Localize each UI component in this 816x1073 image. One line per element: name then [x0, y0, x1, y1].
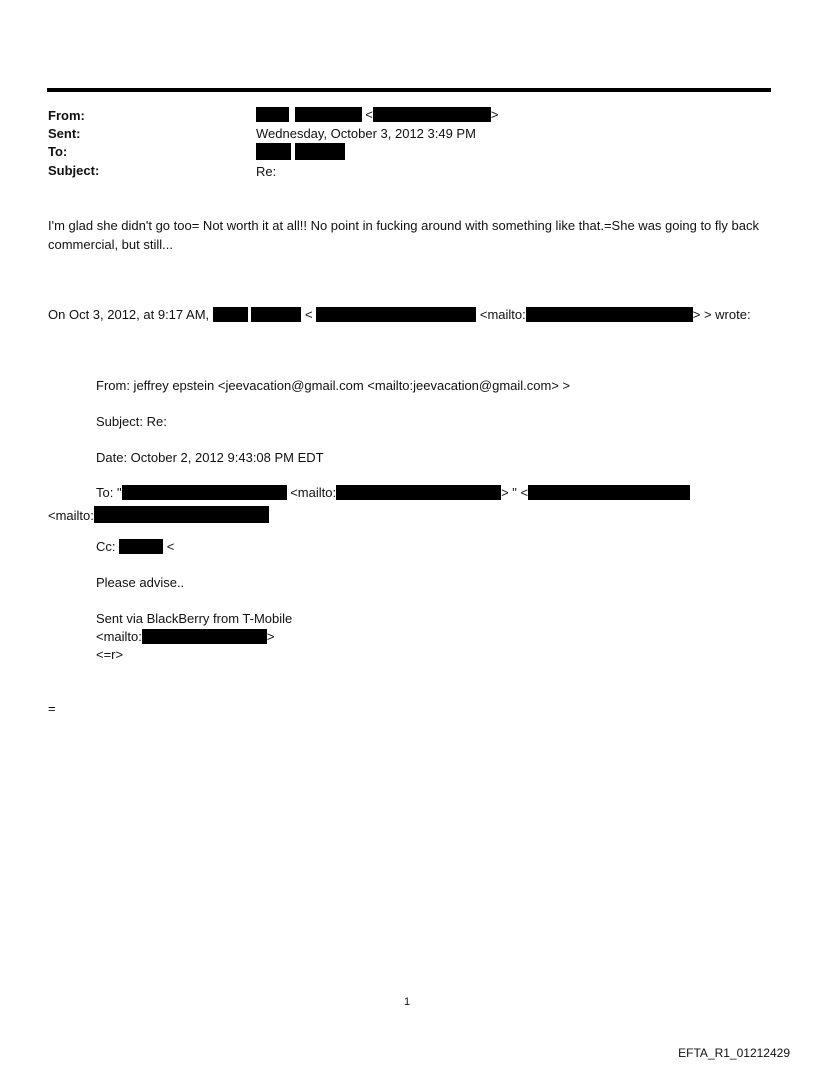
- from-label: From:: [48, 108, 85, 123]
- reply-attribution: [48, 307, 751, 322]
- quoted-to-mid: > " <: [501, 485, 529, 500]
- quoted-sent-via: Sent via BlackBerry from T-Mobile: [96, 611, 293, 626]
- quoted-to-line2-mailto: <mailto:: [48, 508, 94, 523]
- quoted-to: [96, 485, 690, 500]
- header-rule: [47, 88, 771, 92]
- quoted-cc: [96, 539, 174, 554]
- quoted-from: From: jeffrey epstein <jeevacation@gmail.com <mailto:jeevacation@gmail.com> >: [96, 378, 571, 393]
- redaction-block: [336, 485, 501, 500]
- redaction-block: [256, 107, 289, 122]
- sent-value: Wednesday, October 3, 2012 3:49 PM: [256, 126, 476, 141]
- reply-lt: <: [305, 307, 313, 322]
- redaction-block: [251, 307, 301, 322]
- quoted-cc-lt: <: [166, 539, 175, 554]
- redaction-block: [373, 107, 491, 122]
- redaction-block: [213, 307, 248, 322]
- to-value: [256, 143, 345, 160]
- from-lt: <: [365, 107, 373, 122]
- quoted-cc-prefix: Cc:: [96, 539, 116, 554]
- quoted-to-line2: [48, 506, 269, 523]
- redaction-block: [316, 307, 476, 322]
- redaction-block: [295, 107, 362, 122]
- quoted-r-tag: <=r>: [96, 647, 124, 662]
- quoted-subject: Subject: Re:: [96, 414, 167, 429]
- message-body: I'm glad she didn't go too= Not worth it at all!! No point in fucking around with something like that.=She was going to fly back commercial, but still...: [48, 218, 759, 252]
- redaction-block: [119, 539, 163, 554]
- redaction-block: [528, 485, 690, 500]
- from-value: [256, 107, 498, 122]
- subject-label: Subject:: [48, 163, 100, 178]
- quoted-to-prefix: To: ": [96, 485, 122, 500]
- reply-prefix: On Oct 3, 2012, at 9:17 AM,: [48, 307, 210, 322]
- redaction-block: [94, 506, 269, 523]
- reply-suffix: > > wrote:: [692, 307, 751, 322]
- quoted-advise: Please advise..: [96, 575, 185, 590]
- redaction-block: [295, 143, 345, 160]
- quoted-date: Date: October 2, 2012 9:43:08 PM EDT: [96, 450, 324, 465]
- subject-value: Re:: [256, 164, 277, 179]
- page-number: 1: [404, 996, 411, 1008]
- redaction-block: [122, 485, 287, 500]
- reply-mailto: <mailto:: [479, 307, 526, 322]
- trailing-equals: =: [48, 701, 56, 716]
- quoted-mailto2-gt: >: [266, 629, 275, 644]
- bates-number: EFTA_R1_01212429: [678, 1046, 790, 1060]
- from-gt: >: [490, 107, 499, 122]
- quoted-mailto2-label: <mailto:: [96, 629, 142, 644]
- sent-label: Sent:: [48, 126, 81, 141]
- redaction-block: [256, 143, 291, 160]
- to-label: To:: [48, 144, 68, 159]
- quoted-to-mailto: <mailto:: [290, 485, 337, 500]
- redaction-block: [526, 307, 693, 322]
- redaction-block: [142, 629, 267, 644]
- quoted-mailto2: [96, 629, 274, 644]
